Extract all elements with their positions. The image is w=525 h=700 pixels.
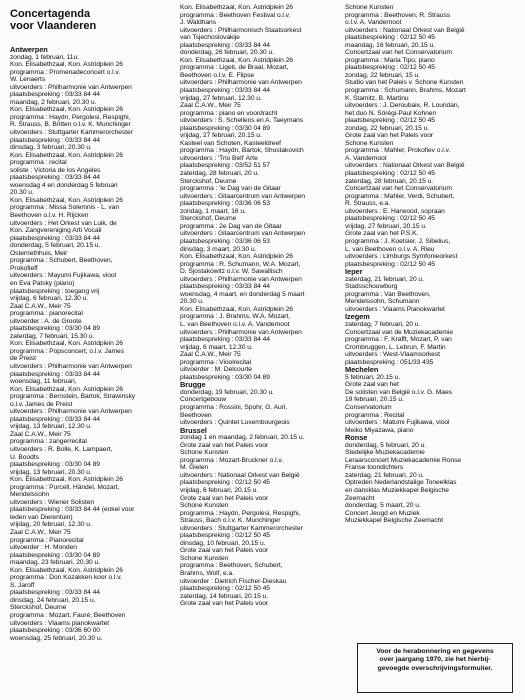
agenda-line: plaatsbespreking : 03/36 06 53 — [180, 237, 270, 245]
agenda-line: plaatsbespreking : 03/33 84 44 — [10, 174, 100, 182]
agenda-line: Zaal C.A.W., Meir 75 — [10, 430, 71, 438]
agenda-line: uitvoerders : Het Orkest van Luik, de — [10, 219, 117, 227]
agenda-line: L. van Beethoven o.l.v. A. Vandernoot — [180, 320, 290, 328]
agenda-line: programma : Rossini, Spohr, G. Auri, — [180, 403, 288, 411]
agenda-line: Zaal C.A.W., Meir 75 — [10, 302, 71, 310]
agenda-line: maandag, 16 februari, 20.15 u. — [345, 41, 435, 49]
agenda-line: Studio van het Paleis v. Schone Kunsten — [345, 79, 464, 87]
agenda-line: Concertgebouw — [180, 396, 227, 404]
agenda-line: maandag, 2 februari, 20.30 u. — [10, 98, 97, 106]
agenda-line: plaatsbespreking : 03/36 60 00 — [10, 627, 100, 635]
agenda-line: U. Boodts — [10, 453, 39, 461]
agenda-line: uitvoerders : Quintet Luxembourgeois — [180, 419, 290, 427]
agenda-line: uitvoerders : Matumi Fujikawa, viool — [345, 419, 450, 427]
agenda-line: uitvoerders : Nationaal Orkest van België — [345, 162, 465, 170]
agenda-line: plaatsbespreking : 02/12 50 45 — [345, 34, 435, 42]
agenda-line: D. Sjostakowitz o.l.v. W. Sawallisch — [180, 268, 283, 276]
agenda-line: uitvoerders : S. Schellens en A. Taeymans — [180, 117, 304, 125]
agenda-line: zaterdag, 7 februari, 20 u. — [345, 320, 421, 328]
agenda-line: maandag, 23 februari, 20.30 u. — [10, 559, 100, 567]
notice-line: gevoegde overschrijvingsformulier. — [377, 664, 493, 672]
agenda-line: programma : Haydn, Pergolesi, Respighi, — [180, 509, 301, 517]
agenda-line: Grote zaal van het P.S.K. — [345, 230, 419, 238]
agenda-line: Kon. Elisabethzaal, Kon. Astridplein 26 — [10, 385, 123, 393]
agenda-line: Brahms, Wolf, e.a. — [180, 570, 234, 578]
agenda-line: programma : pianorecital — [10, 310, 83, 318]
agenda-line: programma : Schubert, Beethoven, — [10, 257, 113, 265]
agenda-line: plaatsbespreking : 03/33 84 44 — [10, 589, 100, 597]
agenda-line: o.l.v. James de Preist — [10, 400, 73, 408]
agenda-line: programma : Maria Tipo, piano — [345, 56, 435, 64]
agenda-line: uitvoerders : Nationaal Orkest van België — [180, 471, 300, 479]
agenda-line: uitvoerders : R. Bolle, K. Lampaert, — [10, 445, 113, 453]
agenda-line: uitvoerders : Wiener Solisten — [10, 498, 95, 506]
agenda-line: programma : Beethoven Festival o.l.v. — [180, 11, 291, 19]
agenda-line: plaatsbespreking : 03/30 04 89 — [10, 325, 100, 333]
agenda-line: programma : Schumann, Brahms, Mozart — [345, 87, 466, 95]
agenda-line: Kasteel van Schoten, Kasteeldreef — [180, 139, 281, 147]
agenda-line: vrijdag, 6 maart, 12.30 u. — [180, 343, 253, 351]
agenda-line: zaterdag, 28 februari, 20 u. — [180, 170, 259, 178]
agenda-line: woensdag, 11 februari, — [10, 378, 77, 386]
agenda-line: Concertzaal van de Muziekacademie — [345, 328, 454, 336]
agenda-line: plaatsbespreking : 03/33 84 44 — [10, 136, 100, 144]
agenda-line: van Tsjechoslovakije — [180, 34, 240, 42]
agenda-line: plaatsbespreking : 02/12 50 45 — [345, 260, 435, 268]
subscription-notice — [357, 643, 513, 693]
agenda-line: uitvoerder : Dietrich Fischer-Dieskau — [180, 577, 287, 585]
title-line: Concertagenda — [10, 8, 91, 20]
notice-line: over jaargang 1970, zie het hierbij- — [379, 656, 491, 664]
agenda-line: donderdag, 5 februari, 20.15 u. — [10, 242, 101, 250]
agenda-line: plaatsbespreking : 03/30 04 89 — [180, 124, 270, 132]
agenda-line: Zaal C.A.W., Meir 75 — [180, 351, 241, 359]
agenda-line: plaatsbespreking : 03/36 06 53 — [180, 200, 270, 208]
page-title — [10, 8, 96, 32]
agenda-line: programma : Mahler, Verdi, Schubert, — [345, 192, 455, 200]
agenda-line: donderdag, 5 maart, 20 u. — [345, 502, 421, 510]
agenda-line: Kon. Elisabethzaal, Kon. Astridplein 26 — [180, 56, 293, 64]
agenda-line: Schone Kunsten — [180, 502, 229, 510]
agenda-line: uitvoerders : West-Vlaamsorkest — [345, 351, 440, 359]
city-heading: Ieper — [345, 268, 363, 276]
agenda-line: dinsdag, 10 februari, 20.15 u. — [180, 539, 266, 547]
agenda-line: programma : Recital — [345, 411, 405, 419]
agenda-line: plaatsbespreking : 02/12 50 45 — [345, 215, 435, 223]
agenda-line: Kon. Elisabethzaal, Kon. Astridplein 26 — [180, 4, 293, 11]
agenda-line: uitvoerder : A. de Groote — [10, 317, 82, 325]
agenda-line: plaatsbespreking : 02/12 50 45 — [345, 117, 435, 125]
agenda-line: uitvoerders : Philharmonie van Antwerpen — [10, 408, 132, 416]
agenda-line: Osterriethhuis, Meir — [10, 249, 68, 257]
agenda-line: W. Lenaerts — [10, 76, 46, 84]
agenda-line: vrijdag, 27 februari, 20.15 u. — [345, 222, 427, 230]
agenda-line: Crombruggen, L. Lebrun, F. Martin — [345, 343, 446, 351]
agenda-line: Kon. Elisabethzaal, Kon. Astridplein 26 — [10, 476, 123, 484]
city-heading: Mechelen — [345, 366, 379, 374]
agenda-line: de Preist — [10, 355, 36, 363]
agenda-line: Zaal C.A.W., Meir 75 — [180, 102, 241, 110]
agenda-line: programma : Mozart, Fauré, Beethoven — [10, 612, 126, 620]
agenda-line: Mendelssohn — [10, 491, 50, 499]
agenda-line: plaatsbespreking : 03/33 84 44 — [10, 234, 100, 242]
city-heading: Ronse — [345, 434, 368, 442]
agenda-line: vrijdag, 6 februari, 20.15 u. — [180, 487, 259, 494]
agenda-line: programma : Vioolrecital — [180, 358, 252, 366]
agenda-line: Kon. Elisabethzaal, Kon. Astridplein 26 — [10, 106, 123, 114]
agenda-line: Sterckshof, Deurne — [10, 604, 67, 612]
agenda-line: Concertzaal van het Conservatorium — [345, 49, 452, 57]
agenda-line: vrijdag, 13 februari, 20.30 u. — [10, 468, 92, 476]
agenda-line: Kon. Elisabethzaal, Kon. Astridplein 26 — [180, 305, 293, 313]
agenda-line: Schone Kunsten — [345, 139, 394, 147]
agenda-line: De solisten van België o.l.v. G. Maes — [345, 388, 452, 396]
column-1 — [10, 46, 172, 642]
agenda-line: Leraarsconcert Muziekacademie Ronse — [345, 456, 462, 464]
agenda-line: Kon. Elisabethzaal, Kon. Astridplein 26 — [10, 196, 123, 204]
agenda-line: programma : Pianorecital — [10, 536, 84, 544]
agenda-line: A. Vandernoot — [345, 154, 387, 162]
agenda-line: Kon. Elisabethzaal, Kon. Astridplein 26 — [10, 61, 123, 69]
agenda-line: Grote zaal van het Paleis voor — [180, 494, 269, 502]
agenda-line: programma : Beethoven, Schubert, — [180, 562, 283, 570]
agenda-line: uitvoerders : Nationaal Orkest van België — [345, 26, 465, 34]
agenda-line: donderdag, 19 februari, 20.30 u. — [180, 388, 274, 396]
agenda-line: uitvoerders : Limburgs Symfonieorkest — [345, 253, 458, 261]
agenda-line: 20.30 u. — [10, 189, 34, 197]
agenda-line: plaatsbespreking : 03/33 84 44 — [180, 87, 270, 95]
agenda-line: plaatsbespreking : toegang vrij — [10, 287, 100, 295]
agenda-line: Prokofieff — [10, 264, 38, 272]
agenda-line: uitvoerders : Philharmonie van Antwerpen — [10, 83, 132, 91]
agenda-line: donderdag, 5 februari, 20 u. — [345, 441, 427, 449]
agenda-line: dinsdag, 24 februari, 20.15 u. — [10, 596, 96, 604]
agenda-line: woensdag, 25 februari, 20.30 u. — [10, 634, 103, 642]
agenda-line: zondag, 1 maart, 16 u. — [180, 207, 246, 215]
agenda-line: plaatsbespreking : 03/33 84 44 — [180, 41, 270, 49]
agenda-line: uitvoerders : Mayumi Fujikawa, viool — [10, 272, 116, 280]
agenda-line: soliste : Victoria de los Angeles — [10, 166, 101, 174]
agenda-line: programma : Purcell, Händel, Mozart, — [10, 483, 120, 491]
agenda-line: Kon. Elisabethzaal, Kon. Astridplein 26 — [10, 151, 123, 159]
city-heading: Antwerpen — [10, 46, 48, 54]
agenda-line: en dansklas Muziekkapel Belgische — [345, 487, 449, 494]
agenda-line: programma : piano en voordracht — [180, 109, 278, 117]
agenda-line: zaterdag, 21 februari, 20 u. — [345, 471, 424, 479]
agenda-line: programma : Haydn, Bartok, Shostakovich — [180, 147, 304, 155]
agenda-line: zaterdag, 28 februari, 20.15 u. — [345, 177, 434, 185]
agenda-line: uitvoerders : Gitaarcentrum van Antwerpen — [180, 192, 306, 200]
agenda-line: vrijdag, 6 februari, 12.30 u. — [10, 295, 89, 303]
agenda-line: R. Strauss, e.a. — [345, 200, 391, 208]
agenda-line: Grote zaal van het Paleis voor — [180, 547, 269, 555]
agenda-line: plaatsbespreking : 03/33 84 44 — [10, 91, 100, 99]
agenda-line: Zaal C.A.W., Meir 75 — [10, 529, 71, 536]
agenda-line: programma : Haydn, Pergolesi, Respighi, — [10, 113, 131, 121]
agenda-line: Grote zaal van het Paleis voor — [345, 132, 434, 140]
agenda-line: plaatsbespreking : 02/12 50 45 — [180, 479, 270, 487]
agenda-line: Kon. Elisabethzaal, Kon. Astridplein 26 — [180, 253, 293, 261]
agenda-line: donderdag, 26 februari, 20.30 u. — [180, 49, 274, 57]
agenda-line: dinsdag, 3 februari, 20.30 u. — [10, 144, 92, 152]
agenda-line: Sterckshof, Deurne — [180, 215, 237, 223]
agenda-line: programma : R. Schumann, W.A. Mozart, — [180, 260, 301, 268]
agenda-line: Optreden Nederlandstalige Toneelklas — [345, 479, 457, 487]
agenda-line: programma : J. Brahms, W.A. Mozart, — [180, 313, 291, 321]
column-2 — [180, 4, 342, 608]
agenda-line: R. Strauss, B. Britten o.l.v. K. Munchinger — [10, 121, 131, 129]
agenda-line: plaatsbespreking : 03/30 04 89 — [180, 373, 270, 381]
agenda-line: zondag, 1 februari, 11u. — [10, 53, 79, 61]
agenda-line: uitvoerders : Gitaarcentrum van Antwerpen — [180, 230, 306, 238]
city-heading: Izegem — [345, 313, 370, 321]
agenda-line: plaatsbespreking : 03/33 84 44 — [180, 283, 270, 291]
agenda-line: programma : recital — [10, 159, 67, 167]
agenda-line: Stedelijke Muziekacademie — [345, 449, 425, 457]
agenda-line: vrijdag, 13 februari, 12.30 u. — [10, 423, 92, 431]
agenda-line: Schone Kunsten — [345, 4, 394, 11]
agenda-line: Beethoven — [180, 411, 212, 419]
agenda-line: uitvoerders : Philharmonie van Antwerpen — [180, 328, 302, 336]
agenda-line: uitvoerders : Vlaams Pianokwartet — [345, 305, 445, 313]
agenda-line: zondag 1 en maandag, 2 februari, 20.15 u. — [180, 434, 305, 442]
agenda-line: uitvoerders : Philharmonie van Antwerpen — [180, 79, 302, 87]
agenda-line: Concert Jeugd en Muziek — [345, 509, 420, 517]
title-line: voor Vlaanderen — [10, 20, 97, 32]
agenda-line: het duo N. Sörégi-Paul Kohnen — [345, 109, 437, 117]
agenda-line: plaatsbespreking : 03/30 04 89 — [10, 551, 100, 559]
agenda-line: Stadsschouwburg — [345, 283, 398, 291]
agenda-line: vrijdag, 27 februari, 12.30 u. — [180, 94, 262, 102]
agenda-line: plaatsbespreking : 03/30 04 89 — [10, 461, 100, 469]
agenda-line: zaterdag, 14 februari, 20.15 u. — [180, 592, 269, 600]
agenda-line: uitvoerders : Philharmonisch Staatsorkest — [180, 26, 302, 34]
city-heading: Brugge — [180, 381, 206, 389]
agenda-line: Zeemacht — [345, 494, 375, 502]
agenda-line: Kon. Elisabethzaal, Kon. Astridplein 26 — [10, 566, 123, 574]
agenda-line: dinsdag, 3 maart, 20.30 u. — [180, 245, 257, 253]
agenda-line: Beethoven o.l.v. E. Flipse — [180, 71, 255, 79]
agenda-line: Schone Kunsten — [180, 449, 229, 457]
agenda-line: uitvoerder : M. Delcourte — [180, 366, 252, 374]
agenda-line: programma : 2e Dag van de Gitaar — [180, 222, 282, 230]
agenda-line: Grote zaal van het — [345, 381, 399, 389]
agenda-line: uitvoerders : J. Deroubaix, R. Louridan, — [345, 102, 460, 110]
agenda-line: Kon. Elisabethzaal, Kon. Astridplein 26 — [10, 340, 123, 348]
agenda-line: woensdag 4 en donderdag 5 februari — [10, 181, 118, 189]
agenda-line: en Eva Patsky (piano) — [10, 279, 75, 287]
agenda-line: vrijdag, 27 februari, 20.15 u. — [180, 132, 262, 140]
agenda-line: Franse toondichters — [345, 464, 404, 472]
agenda-line: programma : Bernstein, Bartok, Strawinsky — [10, 393, 136, 401]
agenda-line: plaatsbespreking : 02/12 50 45 — [180, 585, 270, 593]
agenda-line: leden van Dierentuin) — [10, 513, 73, 521]
agenda-line: programma : J. Koetsier, J. Sibelius, — [345, 237, 451, 245]
agenda-line: plaatsbespreking : 02/12 50 45 — [345, 170, 435, 178]
agenda-line: plaatsbespreking : 03/33 84 44 (enkel voor — [10, 506, 135, 514]
agenda-line: o.l.v. A. Vandernoot — [345, 19, 402, 27]
agenda-line: zondag, 22 februari, 20.15 u. — [345, 124, 430, 132]
agenda-line: programma : Promenadeconcert o.l.v. — [10, 68, 121, 76]
agenda-line: programma : Van Beethoven, — [345, 290, 431, 298]
agenda-line: zaterdag, 21 februari, 20 u. — [345, 275, 424, 283]
agenda-line: uitvoerders : Philharmonie van Antwerpen — [180, 275, 302, 283]
agenda-line: Sterckshof, Deurne — [180, 177, 237, 185]
agenda-line: programma : Missa Solemnis - L. van — [10, 204, 120, 212]
agenda-line: K. Stamitz, B. Martinu — [345, 94, 409, 102]
agenda-line: Schone Kunsten — [180, 554, 229, 562]
agenda-line: uitvoerders : 'Trio Bell' Arte — [180, 154, 258, 162]
agenda-line: programma : F. Krafft, Mozart, P. van — [345, 336, 452, 344]
agenda-line: Grote zaal van het Paleis voor — [180, 441, 269, 449]
agenda-line: 5 februari, 20.15 u. — [345, 373, 401, 381]
agenda-line: plaatsbespreking : 03/52 51 57 — [180, 162, 270, 170]
agenda-line: plaatsbespreking : 03/33 84 44 — [10, 370, 100, 378]
agenda-line: woensdag, 4 maart, en donderdag 5 maart — [180, 290, 305, 298]
agenda-line: zondag, 22 februari, 15 u. — [345, 71, 420, 79]
agenda-line: plaatsbespreking : 02/12 50 45 — [345, 64, 435, 72]
agenda-line: programma : Popsconcert, o.l.v. James — [10, 347, 124, 355]
agenda-line: 19 februari, 20.15 u. — [345, 396, 404, 404]
agenda-line: Strauss, Bach o.l.v. K. Munchinger — [180, 517, 281, 525]
column-3 — [345, 4, 507, 525]
agenda-line: programma : Mozart-Bruckner o.l.v. — [180, 456, 283, 464]
agenda-line: uitvoerders : Stuttgarter Kammerorchester — [180, 524, 303, 532]
agenda-line: J. Waldhans — [180, 19, 216, 27]
agenda-line: zaterdag, 7 februari, 15.30 u. — [10, 332, 95, 340]
agenda-line: programma : zangerrecital — [10, 438, 87, 446]
agenda-line: uitvoerders : Philharmonie van Antwerpen — [10, 362, 132, 370]
agenda-line: Grote zaal van het Paleis voor — [180, 600, 269, 608]
agenda-line: plaatsbespreking : 03/33 84 44 — [10, 415, 100, 423]
agenda-line: programma : Don Kozakken koor o.l.v. — [10, 574, 122, 582]
agenda-line: uitvoerders : Vlaams pianokwartet — [10, 619, 110, 627]
agenda-line: uitvoerder : H. Monden — [10, 544, 77, 552]
agenda-line: programma : 'le Dag van de Gitaar — [180, 185, 281, 193]
agenda-line: uitvoerders : Stuttgarter Kammerorchester — [10, 129, 133, 137]
agenda-line: L. van Beethoven o.l.v. A. Rieu — [345, 245, 435, 253]
agenda-line: uitvoerders : E. Harwood, sopraan — [345, 207, 445, 215]
agenda-line: Kon. Zangvereniging Arti Vocali — [10, 227, 102, 235]
agenda-line: Beethoven o.l.v. H. Rijcken — [10, 212, 89, 220]
agenda-line: programma : Ligeti, de Braal, Mozart, — [180, 64, 289, 72]
agenda-line: 20.30 u. — [180, 298, 204, 306]
agenda-line: Conservatorium — [345, 403, 392, 411]
agenda-line: plaatsbespreking : 02/12 50 45 — [180, 532, 270, 540]
agenda-line: Mendelssohn, Schumann — [345, 298, 420, 306]
agenda-line: vrijdag, 20 februari, 12.30 u. — [10, 521, 92, 529]
agenda-line: Muziekkapel Belgische Zeemacht — [345, 517, 444, 525]
notice-line: Voor de herabonnering en gegevens — [376, 648, 494, 655]
agenda-line: plaatsbespreking : 03/33 84 44 — [180, 336, 270, 344]
agenda-line: Meiko Miyazawa, piano — [345, 426, 414, 434]
agenda-line: programma : Mahler, Prokofiev o.l.v. — [345, 147, 451, 155]
agenda-line: programma : Beethoven, R. Strauss — [345, 11, 451, 19]
agenda-line: plaatsbespreking : 051/33 435 — [345, 358, 434, 366]
agenda-line: S. Jaroff — [10, 581, 35, 589]
agenda-line: M. Gielen — [180, 464, 209, 472]
agenda-line: Concertzaal van het Conservatorium — [345, 185, 452, 193]
city-heading: Brussel — [180, 426, 207, 435]
